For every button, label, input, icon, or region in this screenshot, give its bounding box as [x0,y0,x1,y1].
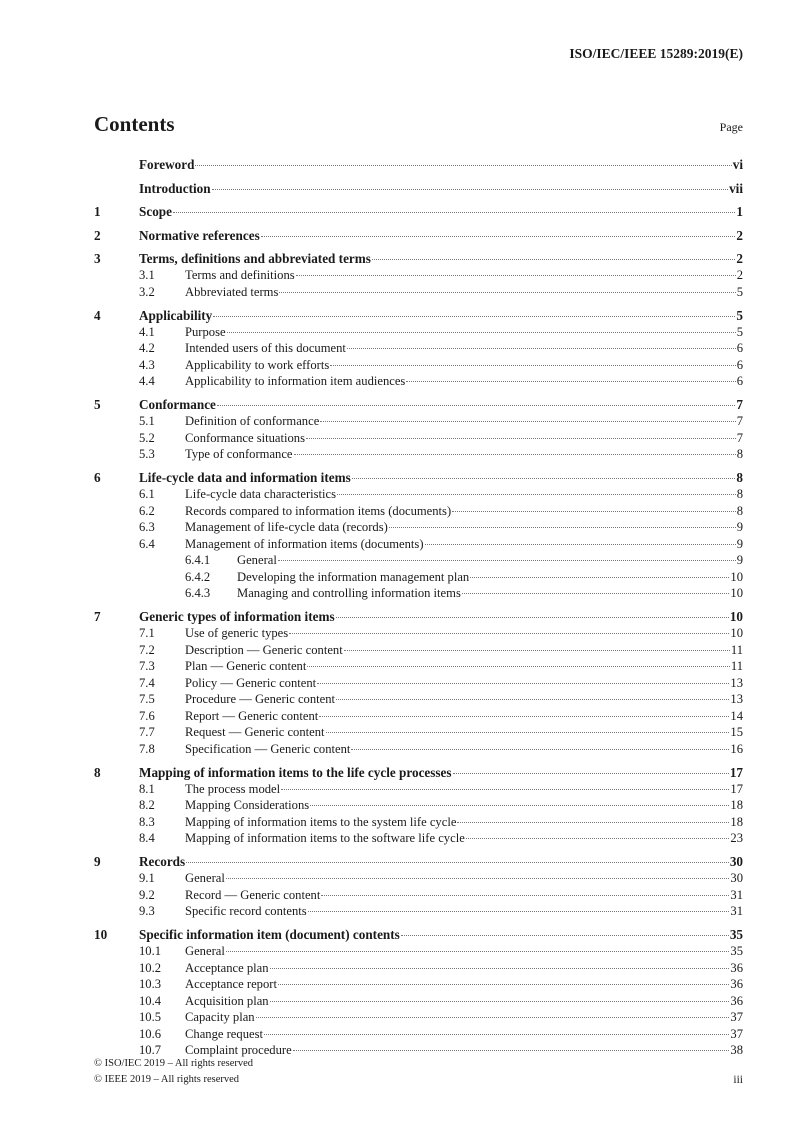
toc-entry[interactable] [94,797,743,814]
toc-entry-page: 9 [736,536,743,551]
toc-entry-title: Type of conformance [185,447,293,461]
toc-entry[interactable] [94,691,743,708]
toc-entry-number: 6.4 [139,536,155,551]
toc-entry-number: 5.1 [139,414,155,428]
dot-leader [406,381,735,382]
toc-entry-page: 17 [730,781,743,796]
toc-entry-title: Foreword [139,157,195,172]
toc-entry-number: 9 [94,854,101,869]
toc-entry-page: 9 [736,520,743,534]
toc-entry-title: Change request [185,1026,263,1041]
toc-entry-title: Introduction [139,180,211,196]
toc-entry[interactable] [94,552,743,569]
toc-entry-page: 15 [730,725,743,739]
toc-entry-number: 3 [94,251,101,266]
toc-entry[interactable] [94,373,743,390]
dot-leader [452,511,736,512]
dot-leader [212,189,729,190]
toc-entry[interactable] [94,903,743,920]
toc-entry-page: 13 [730,675,743,690]
toc-entry-number: 7.5 [139,692,155,706]
toc-entry-title: Normative references [139,227,260,243]
toc-entry-page: 37 [730,1010,743,1024]
toc-entry-title: Description — Generic content [185,642,343,657]
dot-leader [319,716,729,717]
toc-entry[interactable] [94,267,743,284]
dot-leader [296,275,736,276]
dot-leader [321,895,729,896]
toc-entry-title: Developing the information management plan [237,569,470,584]
toc-entry[interactable] [94,180,743,197]
toc-entry[interactable] [94,413,743,430]
toc-entry-number: 4.2 [139,341,155,355]
toc-entry[interactable] [94,926,743,943]
toc-entry[interactable] [94,830,743,847]
toc-entry-page: 6 [736,357,743,372]
dot-leader [344,650,730,651]
toc-entry-number: 9.3 [139,904,155,918]
toc-entry-number: 7.6 [139,708,155,723]
toc-entry-page: 11 [730,642,743,657]
toc-entry-number: 5.3 [139,447,155,461]
toc-entry-page: 8 [736,487,743,501]
page-title: Contents [94,112,175,136]
toc-entry-page: 8 [736,470,743,485]
toc-entry-number: 7.3 [139,659,155,673]
toc-entry-title: Request — Generic content [185,725,325,739]
toc-entry[interactable] [94,781,743,798]
toc-entry-title: General [237,553,277,567]
dot-leader [457,822,729,823]
toc-entry-number: 6.4.3 [185,586,211,600]
dot-leader [213,316,735,317]
toc-entry-number: 8.4 [139,831,155,845]
toc-entry-title: Life-cycle data characteristics [185,487,337,501]
dot-leader [372,259,736,260]
dot-leader [317,683,729,684]
toc-entry-number: 7 [94,609,101,624]
toc-entry-number: 7.2 [139,642,155,657]
toc-entry-title: Generic types of information items [139,609,335,624]
toc-entry-title: The process model [185,781,281,796]
toc-entry-title: General [185,944,225,958]
toc-entry-title: Intended users of this document [185,341,346,355]
toc-entry[interactable] [94,764,743,781]
toc-entry[interactable] [94,724,743,741]
dot-leader [294,454,736,455]
toc-entry[interactable] [94,943,743,960]
dot-leader [293,1050,730,1051]
toc-entry[interactable] [94,519,743,536]
toc-entry-title: Management of information items (documents) [185,536,424,551]
toc-entry[interactable] [94,503,743,520]
toc-entry[interactable] [94,357,743,374]
dot-leader [389,527,736,528]
dot-leader [289,633,729,634]
toc-entry-page: 5 [736,307,743,323]
toc-entry-page: 37 [730,1026,743,1041]
toc-entry[interactable] [94,642,743,659]
toc-entry[interactable] [94,227,743,244]
dot-leader [336,617,729,618]
dot-leader [306,438,736,439]
toc-entry-page: 10 [730,586,743,600]
toc-entry[interactable] [94,814,743,831]
table-of-contents [94,156,743,1059]
dot-leader [226,878,730,879]
toc-entry-number: 6.2 [139,503,155,518]
toc-entry-title: Purpose [185,324,226,339]
dot-leader [351,749,729,750]
toc-entry-title: Applicability [139,307,213,323]
toc-entry[interactable] [94,284,743,301]
toc-entry-title: Conformance situations [185,430,305,445]
toc-entry-number: 9.2 [139,887,155,902]
toc-entry-number: 4.3 [139,357,155,372]
toc-entry-page: 8 [736,503,743,518]
toc-entry-number: 10.4 [139,993,162,1008]
toc-entry-page: 8 [736,447,743,461]
toc-entry[interactable] [94,396,743,413]
toc-entry-number: 4 [94,307,101,323]
toc-entry-page: 36 [730,993,743,1008]
toc-entry-page: 5 [736,324,743,339]
toc-entry[interactable] [94,625,743,642]
page-number: iii [733,1074,743,1086]
toc-entry-title: Definition of conformance [185,414,320,428]
toc-entry-page: 23 [730,831,743,845]
toc-entry-title: Applicability to work efforts [185,357,330,372]
toc-entry[interactable] [94,340,743,357]
toc-entry[interactable] [94,1026,743,1043]
document-id-header: ISO/IEC/IEEE 15289:2019(E) [569,46,743,61]
dot-leader [270,968,730,969]
toc-entry-title: Complaint procedure [185,1043,292,1057]
toc-entry-title: Managing and controlling information items [237,586,461,600]
copyright-ieee: © IEEE 2019 – All rights reserved [94,1074,240,1085]
toc-entry[interactable] [94,708,743,725]
toc-entry-page: 30 [730,871,743,885]
toc-entry-number: 10.1 [139,944,162,958]
dot-leader [308,911,730,912]
toc-entry[interactable] [94,307,743,324]
toc-entry[interactable] [94,536,743,553]
toc-entry[interactable] [94,870,743,887]
copyright-iso: © ISO/IEC 2019 – All rights reserved [94,1058,254,1069]
toc-entry-page: 17 [729,764,743,780]
toc-entry[interactable] [94,608,743,625]
dot-leader [227,332,736,333]
dot-leader [278,560,736,561]
toc-entry-number: 10.2 [139,960,162,975]
toc-entry-page: 7 [736,414,743,428]
toc-entry-title: Terms, definitions and abbreviated terms [139,251,371,266]
toc-entry-number: 8.2 [139,798,155,812]
toc-entry-number: 1 [94,204,101,219]
toc-entry-number: 10.6 [139,1026,162,1041]
toc-entry-page: 6 [736,374,743,388]
toc-entry-page: 38 [730,1043,743,1057]
toc-entry-number: 6.1 [139,487,155,501]
toc-entry-page: 1 [736,204,743,219]
dot-leader [425,544,736,545]
toc-entry-number: 4.4 [139,374,155,388]
dot-leader [326,732,730,733]
toc-entry-title: Management of life-cycle data (records) [185,520,388,534]
dot-leader [195,165,731,166]
dot-leader [186,862,729,863]
toc-entry[interactable] [94,430,743,447]
toc-entry[interactable] [94,446,743,463]
toc-entry-number: 7.4 [139,675,155,690]
dot-leader [256,1017,730,1018]
toc-entry-page: 18 [730,798,743,812]
dot-leader [453,773,729,774]
toc-entry-page: 31 [730,887,743,902]
toc-entry[interactable] [94,469,743,486]
dot-leader [462,593,730,594]
toc-entry-title: Records [139,854,186,869]
toc-entry[interactable] [94,675,743,692]
toc-entry-page: 2 [736,251,743,266]
dot-leader [337,494,736,495]
toc-entry-page: 10 [730,626,743,640]
toc-entry-title: Terms and definitions [185,268,295,282]
toc-entry-number: 6 [94,470,101,485]
toc-entry-number: 5 [94,397,101,412]
toc-entry-title: Applicability to information item audiences [185,374,406,388]
page-column-label: Page [719,120,743,134]
toc-entry[interactable] [94,1009,743,1026]
toc-entry[interactable] [94,741,743,758]
dot-leader [310,805,729,806]
dot-leader [320,421,735,422]
toc-entry-page: 13 [730,692,743,706]
toc-entry[interactable] [94,203,743,220]
toc-entry-page: 14 [730,708,743,723]
toc-entry-page: 11 [730,659,743,673]
toc-entry[interactable] [94,250,743,267]
toc-entry-number: 10.5 [139,1010,162,1024]
toc-entry-title: Procedure — Generic content [185,692,336,706]
toc-entry-title: Capacity plan [185,1010,255,1024]
toc-entry-page: 2 [736,227,743,243]
toc-entry[interactable] [94,887,743,904]
toc-entry-title: Mapping of information items to the system life cycle [185,814,457,829]
dot-leader [217,405,735,406]
toc-entry-number: 3.1 [139,268,155,282]
toc-entry-title: Acquisition plan [185,993,269,1008]
toc-entry-number: 7.8 [139,741,155,756]
toc-entry-page: 2 [736,268,743,282]
toc-entry-number: 7.1 [139,626,155,640]
toc-entry-page: 10 [729,609,743,624]
toc-entry[interactable] [94,569,743,586]
dot-leader [330,365,735,366]
dot-leader [352,478,736,479]
toc-entry-title: Plan — Generic content [185,659,307,673]
toc-entry[interactable] [94,486,743,503]
toc-entry-page: 7 [736,430,743,445]
toc-entry-number: 8.3 [139,814,155,829]
dot-leader [470,577,729,578]
toc-entry-title: Record — Generic content [185,887,321,902]
toc-entry-number: 9.1 [139,871,155,885]
toc-entry-page: vi [732,157,743,172]
toc-entry-title: General [185,871,225,885]
toc-entry-title: Specific record contents [185,904,307,918]
toc-entry-title: Abbreviated terms [185,284,279,299]
toc-entry-title: Report — Generic content [185,708,319,723]
toc-entry-page: 36 [730,977,743,991]
dot-leader [279,292,735,293]
dot-leader [466,838,730,839]
toc-entry-title: Policy — Generic content [185,675,317,690]
toc-entry[interactable] [94,156,743,173]
toc-entry[interactable] [94,993,743,1010]
toc-entry-number: 10 [94,927,108,942]
dot-leader [278,984,729,985]
toc-entry[interactable] [94,658,743,675]
toc-entry-number: 8 [94,764,101,780]
toc-entry-number: 6.3 [139,520,155,534]
toc-entry[interactable] [94,585,743,602]
toc-entry-number: 10.7 [139,1043,162,1057]
toc-entry[interactable] [94,960,743,977]
toc-entry-page: 36 [730,960,743,975]
toc-entry-title: Mapping Considerations [185,798,310,812]
toc-entry-number: 3.2 [139,284,155,299]
toc-entry-number: 6.4.1 [185,553,211,567]
dot-leader [336,699,729,700]
toc-entry-page: 5 [736,284,743,299]
toc-entry-page: 35 [730,944,743,958]
toc-entry-number: 2 [94,227,101,243]
toc-entry-page: 16 [730,741,743,756]
toc-entry-number: 4.1 [139,324,155,339]
dot-leader [226,951,730,952]
toc-entry-page: 18 [730,814,743,829]
toc-entry-page: 10 [730,569,743,584]
toc-entry-page: 31 [730,904,743,918]
toc-entry-page: 7 [736,397,743,412]
toc-entry-title: Conformance [139,397,216,412]
toc-entry-number: 6.4.2 [185,569,211,584]
toc-entry-title: Mapping of information items to the life cycle processes [139,764,452,780]
toc-entry-title: Use of generic types [185,626,289,640]
toc-entry-title: Records compared to information items (documents) [185,503,452,518]
toc-entry-title: Acceptance report [185,977,277,991]
toc-entry-title: Scope [139,204,172,219]
toc-entry-number: 10.3 [139,977,162,991]
toc-entry[interactable] [94,324,743,341]
toc-entry-number: 8.1 [139,781,155,796]
toc-entry[interactable] [94,976,743,993]
toc-entry-page: 30 [729,854,743,869]
toc-entry-number: 5.2 [139,430,155,445]
toc-entry-number: 7.7 [139,725,155,739]
toc-entry-page: 9 [736,553,743,567]
toc-entry-title: Acceptance plan [185,960,269,975]
toc-entry[interactable] [94,853,743,870]
toc-entry-title: Specific information item (document) contents [139,927,400,942]
toc-entry-page: vii [729,180,743,196]
dot-leader [347,348,736,349]
toc-entry-page: 35 [729,927,743,942]
dot-leader [401,935,729,936]
toc-entry-title: Life-cycle data and information items [139,470,351,485]
toc-entry-page: 6 [736,341,743,355]
toc-entry-title: Specification — Generic content [185,741,351,756]
dot-leader [173,212,735,213]
toc-entry-title: Mapping of information items to the software life cycle [185,831,465,845]
dot-leader [270,1001,730,1002]
toc-entry[interactable] [94,1042,743,1059]
dot-leader [307,666,730,667]
dot-leader [264,1034,729,1035]
dot-leader [261,236,736,237]
dot-leader [281,789,729,790]
